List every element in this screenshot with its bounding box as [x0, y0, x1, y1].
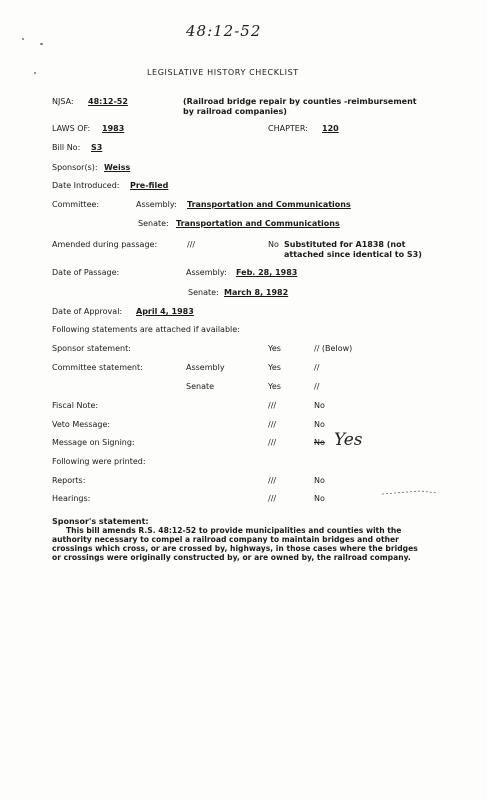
following-printed: Following were printed: [52, 457, 146, 466]
amended-note: Substituted for A1838 (not attached since identical to S3) [284, 240, 422, 259]
following-statements: Following statements are attached if available: [52, 325, 240, 334]
sponsor-statement-yes: Yes [268, 344, 281, 353]
committee-senate-label: Senate: [138, 219, 169, 228]
speck [34, 72, 36, 74]
committee-assembly-label: Assembly: [136, 200, 177, 209]
hearings-no: No [314, 494, 325, 503]
sponsor-value: Weiss [104, 163, 131, 172]
bill-value: S3 [91, 143, 103, 152]
chapter-value: 120 [322, 124, 339, 133]
committee-assembly-value: Transportation and Communications [187, 200, 351, 209]
speck [40, 43, 43, 45]
sponsor-statement-label: Sponsor statement: [52, 344, 131, 353]
committee-statement-label: Committee statement: [52, 363, 143, 372]
passage-assembly-value: Feb. 28, 1983 [236, 268, 298, 277]
margin-scribble [380, 486, 440, 498]
sponsor-statement-mark: // (Below) [314, 344, 353, 353]
committee-statement-assembly-yes: Yes [268, 363, 281, 372]
speck [22, 38, 24, 40]
approval-value: April 4, 1983 [136, 307, 194, 316]
page-title: LEGISLATIVE HISTORY CHECKLIST [147, 68, 299, 77]
reports-label: Reports: [52, 476, 86, 485]
passage-label: Date of Passage: [52, 268, 120, 277]
committee-statement-assembly-mark: // [314, 363, 320, 372]
committee-label: Committee: [52, 200, 100, 209]
statement-line: This bill amends R.S. 48:12-52 to provide municipalities and counties with the [66, 526, 402, 535]
fiscal-mark: /// [268, 401, 277, 410]
passage-senate-label: Senate: [188, 288, 219, 297]
laws-label: LAWS OF: [52, 124, 91, 133]
reports-mark: /// [268, 476, 277, 485]
hearings-label: Hearings: [52, 494, 91, 503]
fiscal-label: Fiscal Note: [52, 401, 99, 410]
committee-statement-senate: Senate [186, 382, 215, 391]
reports-no: No [314, 476, 325, 485]
njsa-label: NJSA: [52, 97, 74, 106]
veto-label: Veto Message: [52, 420, 111, 429]
committee-senate-value: Transportation and Communications [176, 219, 340, 228]
amended-mark: /// [187, 240, 196, 249]
introduced-value: Pre-filed [130, 181, 169, 190]
veto-no: No [314, 420, 325, 429]
approval-label: Date of Approval: [52, 307, 123, 316]
handwritten-citation: 48:12-52 [186, 22, 262, 40]
bill-label: Bill No: [52, 143, 81, 152]
signing-handwritten-yes: Yes [334, 430, 363, 450]
veto-mark: /// [268, 420, 277, 429]
signing-mark: /// [268, 438, 277, 447]
hearings-mark: /// [268, 494, 277, 503]
amended-label: Amended during passage: [52, 240, 158, 249]
committee-statement-senate-yes: Yes [268, 382, 281, 391]
amended-no: No [268, 240, 279, 249]
chapter-label: CHAPTER: [268, 124, 308, 133]
introduced-label: Date Introduced: [52, 181, 120, 190]
statement-line: crossings which cross, or are crossed by, highways, in those cases where the bridges [52, 544, 418, 553]
passage-assembly-label: Assembly: [186, 268, 227, 277]
njsa-description: (Railroad bridge repair by counties -reimbursement by railroad companies) [183, 97, 417, 116]
njsa-value: 48:12-52 [88, 97, 128, 106]
committee-statement-assembly: Assembly [186, 363, 225, 372]
committee-statement-senate-mark: // [314, 382, 320, 391]
passage-senate-value: March 8, 1982 [224, 288, 289, 297]
signing-no: No [314, 438, 325, 447]
statement-line: or crossings were originally constructed by, or are owned by, the railroad company. [52, 553, 411, 562]
statement-line: authority necessary to compel a railroad company to maintain bridges and other [52, 535, 399, 544]
laws-value: 1983 [102, 124, 125, 133]
sponsor-label: Sponsor(s): [52, 163, 98, 172]
fiscal-no: No [314, 401, 325, 410]
statement-heading: Sponsor's statement: [52, 517, 149, 526]
signing-label: Message on Signing: [52, 438, 135, 447]
